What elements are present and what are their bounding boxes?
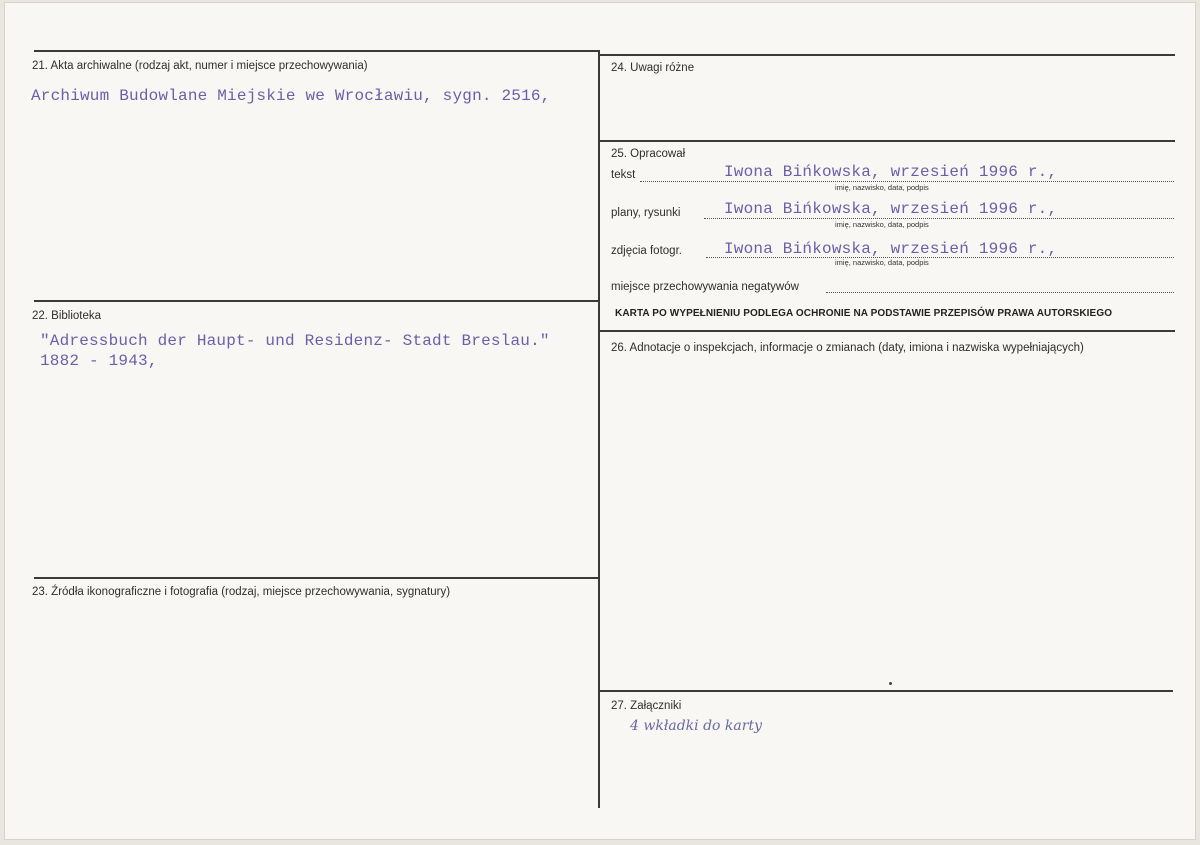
top-border-left <box>34 50 600 52</box>
divider-25-26 <box>600 330 1175 332</box>
copyright-notice: KARTA PO WYPEŁNIENIU PODLEGA OCHRONIE NA PODSTAWIE PRZEPISÓW PRAWA AUTORSKIEGO <box>615 308 1113 319</box>
divider-24-25 <box>600 140 1175 142</box>
row-tekst-dots <box>640 181 1174 182</box>
row-tekst-hint: imię, nazwisko, data, podpis <box>835 183 929 192</box>
section-24-label: 24. Uwagi różne <box>611 62 695 74</box>
row-tekst-label: tekst <box>611 169 636 181</box>
divider-22-23 <box>34 577 600 579</box>
section-23-label: 23. Źródła ikonograficzne i fotografia (rodzaj, miejsce przechowywania, sygnatury) <box>32 586 451 598</box>
section-21-label: 21. Akta archiwalne (rodzaj akt, numer i miejsce przechowywania) <box>32 60 368 72</box>
record-card <box>4 2 1196 840</box>
negatives-label: miejsce przechowywania negatywów <box>611 281 799 293</box>
row-tekst-value: Iwona Bińkowska, wrzesień 1996 r., <box>724 163 1058 181</box>
divider-26-27 <box>600 690 1173 692</box>
section-27-label: 27. Załączniki <box>611 700 682 712</box>
section-22-value-line2: 1882 - 1943, <box>40 352 158 370</box>
row-zdjecia-hint: imię, nazwisko, data, podpis <box>835 258 929 267</box>
stray-mark <box>889 682 892 685</box>
row-plany-hint: imię, nazwisko, data, podpis <box>835 220 929 229</box>
section-27-value: 4 wkładki do karty <box>630 718 762 734</box>
section-22-value-line1: "Adressbuch der Haupt- und Residenz- Stadt Breslau." <box>40 332 550 350</box>
row-zdjecia-label: zdjęcia fotogr. <box>611 245 682 257</box>
row-plany-label: plany, rysunki <box>611 207 681 219</box>
row-plany-value: Iwona Bińkowska, wrzesień 1996 r., <box>724 200 1058 218</box>
row-zdjecia-value: Iwona Bińkowska, wrzesień 1996 r., <box>724 240 1058 258</box>
row-plany-dots <box>704 218 1174 219</box>
negatives-dots <box>826 292 1174 293</box>
section-21-value: Archiwum Budowlane Miejskie we Wrocławiu, sygn. 2516, <box>31 87 551 105</box>
section-25-label: 25. Opracował <box>611 148 686 160</box>
section-26-label: 26. Adnotacje o inspekcjach, informacje o zmianach (daty, imiona i nazwiska wypełniających) <box>611 342 1084 354</box>
top-border-right <box>600 54 1175 56</box>
center-divider <box>598 50 600 808</box>
divider-21-22 <box>34 300 600 302</box>
section-22-label: 22. Biblioteka <box>32 310 102 322</box>
